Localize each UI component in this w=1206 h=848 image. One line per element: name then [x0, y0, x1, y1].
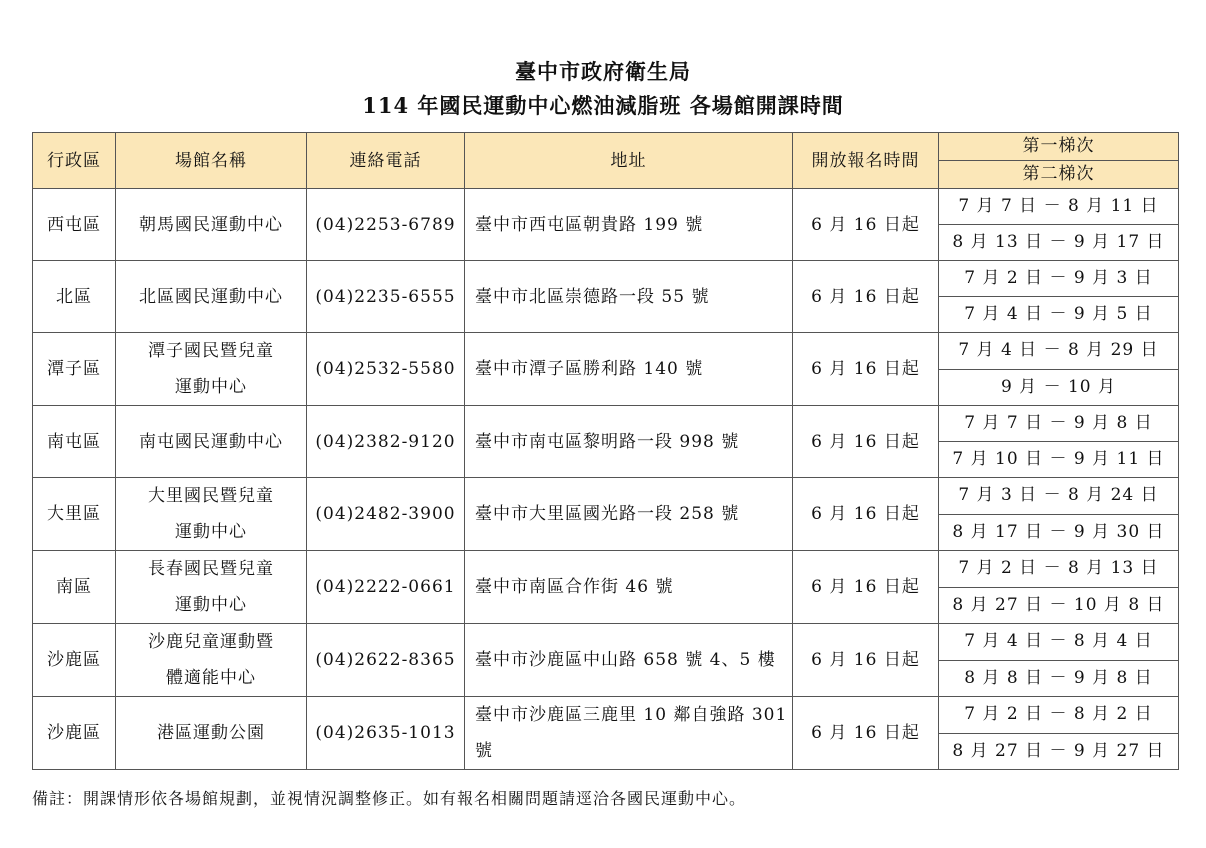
- header-venue: 場館名稱: [116, 133, 307, 189]
- cell-venue: [116, 406, 307, 478]
- cell-address: 臺中市沙鹿區三鹿里 10 鄰自強路 301 號: [465, 697, 793, 770]
- cell-phone: (04)2482-3900: [307, 478, 465, 551]
- cell-district: 西屯區: [33, 189, 116, 261]
- table-row: [33, 478, 1179, 515]
- cell-phone: (04)2622-8365: [307, 624, 465, 697]
- header-phone: 連絡電話: [307, 133, 465, 189]
- cell-period2: 8 月 13 日 － 9 月 17 日: [939, 225, 1179, 261]
- cell-venue: [116, 333, 307, 406]
- cell-registration: 6 月 16 日起: [793, 189, 939, 261]
- cell-district: 北區: [33, 261, 116, 333]
- cell-phone: (04)2222-0661: [307, 551, 465, 624]
- document-title: 臺中市政府衛生局: [515, 59, 691, 84]
- cell-address: 臺中市南區合作街 46 號: [465, 551, 793, 624]
- cell-period2: 7 月 10 日 － 9 月 11 日: [939, 442, 1179, 478]
- table-row: [33, 189, 1179, 225]
- header-district: 行政區: [33, 133, 116, 189]
- cell-district: 沙鹿區: [33, 697, 116, 770]
- cell-district: 潭子區: [33, 333, 116, 406]
- cell-address: 臺中市潭子區勝利路 140 號: [465, 333, 793, 406]
- table-row: [33, 333, 1179, 370]
- cell-district: 南屯區: [33, 406, 116, 478]
- cell-registration: 6 月 16 日起: [793, 478, 939, 551]
- venue-line: 長春國民暨兒童: [148, 559, 274, 579]
- header-period2: 第二梯次: [939, 161, 1179, 189]
- venue-line: 運動中心: [175, 377, 247, 397]
- table-body: [33, 189, 1179, 770]
- cell-period2: 8 月 27 日 － 10 月 8 日: [939, 587, 1179, 624]
- cell-phone: (04)2532-5580: [307, 333, 465, 406]
- header-period1: 第一梯次: [939, 133, 1179, 161]
- cell-registration: 6 月 16 日起: [793, 261, 939, 333]
- cell-registration: 6 月 16 日起: [793, 551, 939, 624]
- cell-district: 大里區: [33, 478, 116, 551]
- cell-address: 臺中市南屯區黎明路一段 998 號: [465, 406, 793, 478]
- cell-registration: 6 月 16 日起: [793, 333, 939, 406]
- venue-line: 體適能中心: [166, 668, 256, 688]
- venue-line: 朝馬國民運動中心: [139, 214, 283, 235]
- cell-period1: 7 月 4 日 － 8 月 4 日: [939, 624, 1179, 661]
- cell-period1: 7 月 2 日 － 8 月 13 日: [939, 551, 1179, 588]
- cell-period1: 7 月 3 日 － 8 月 24 日: [939, 478, 1179, 515]
- cell-registration: 6 月 16 日起: [793, 697, 939, 770]
- header-registration: 開放報名時間: [793, 133, 939, 189]
- cell-phone: (04)2382-9120: [307, 406, 465, 478]
- cell-venue: [116, 478, 307, 551]
- venue-line: 運動中心: [175, 522, 247, 542]
- cell-venue: [116, 189, 307, 261]
- table-row: [33, 551, 1179, 588]
- table-row: [33, 697, 1179, 734]
- cell-address: 臺中市北區崇德路一段 55 號: [465, 261, 793, 333]
- table-row: [33, 624, 1179, 661]
- cell-address: 臺中市西屯區朝貴路 199 號: [465, 189, 793, 261]
- venue-line: 運動中心: [175, 595, 247, 615]
- cell-venue: [116, 261, 307, 333]
- cell-period1: 7 月 4 日 － 8 月 29 日: [939, 333, 1179, 370]
- cell-venue: [116, 624, 307, 697]
- footnote: 備註：開課情形依各場館規劃，並視情況調整修正。如有報名相關問題請逕洽各國民運動中心。: [32, 789, 747, 808]
- cell-period2: 8 月 8 日 － 9 月 8 日: [939, 660, 1179, 697]
- cell-district: 南區: [33, 551, 116, 624]
- cell-period2: 7 月 4 日 － 9 月 5 日: [939, 297, 1179, 333]
- cell-address: 臺中市大里區國光路一段 258 號: [465, 478, 793, 551]
- cell-period2: 8 月 17 日 － 9 月 30 日: [939, 514, 1179, 551]
- cell-phone: (04)2635-1013: [307, 697, 465, 770]
- document-subtitle: 114 年國民運動中心燃油減脂班 各場館開課時間: [362, 93, 844, 118]
- cell-district: 沙鹿區: [33, 624, 116, 697]
- cell-venue: [116, 697, 307, 770]
- venue-line: 沙鹿兒童運動暨: [148, 632, 274, 652]
- venue-line: 港區運動公園: [157, 723, 265, 743]
- table-row: [33, 406, 1179, 442]
- venue-line: 北區國民運動中心: [139, 286, 283, 307]
- header-address: 地址: [465, 133, 793, 189]
- venue-line: 潭子國民暨兒童: [148, 341, 274, 361]
- venue-line: 大里國民暨兒童: [148, 486, 274, 506]
- cell-period1: 7 月 2 日 － 9 月 3 日: [939, 261, 1179, 297]
- cell-phone: (04)2253-6789: [307, 189, 465, 261]
- cell-period2: 9 月 － 10 月: [939, 369, 1179, 406]
- cell-venue: [116, 551, 307, 624]
- cell-period2: 8 月 27 日 － 9 月 27 日: [939, 733, 1179, 770]
- cell-period1: 7 月 2 日 － 8 月 2 日: [939, 697, 1179, 734]
- cell-registration: 6 月 16 日起: [793, 406, 939, 478]
- cell-address: 臺中市沙鹿區中山路 658 號 4、5 樓: [465, 624, 793, 697]
- schedule-table: [32, 132, 1179, 770]
- cell-period1: 7 月 7 日 － 9 月 8 日: [939, 406, 1179, 442]
- cell-period1: 7 月 7 日 － 8 月 11 日: [939, 189, 1179, 225]
- cell-phone: (04)2235-6555: [307, 261, 465, 333]
- venue-line: 南屯國民運動中心: [139, 431, 283, 452]
- cell-registration: 6 月 16 日起: [793, 624, 939, 697]
- table-row: [33, 261, 1179, 297]
